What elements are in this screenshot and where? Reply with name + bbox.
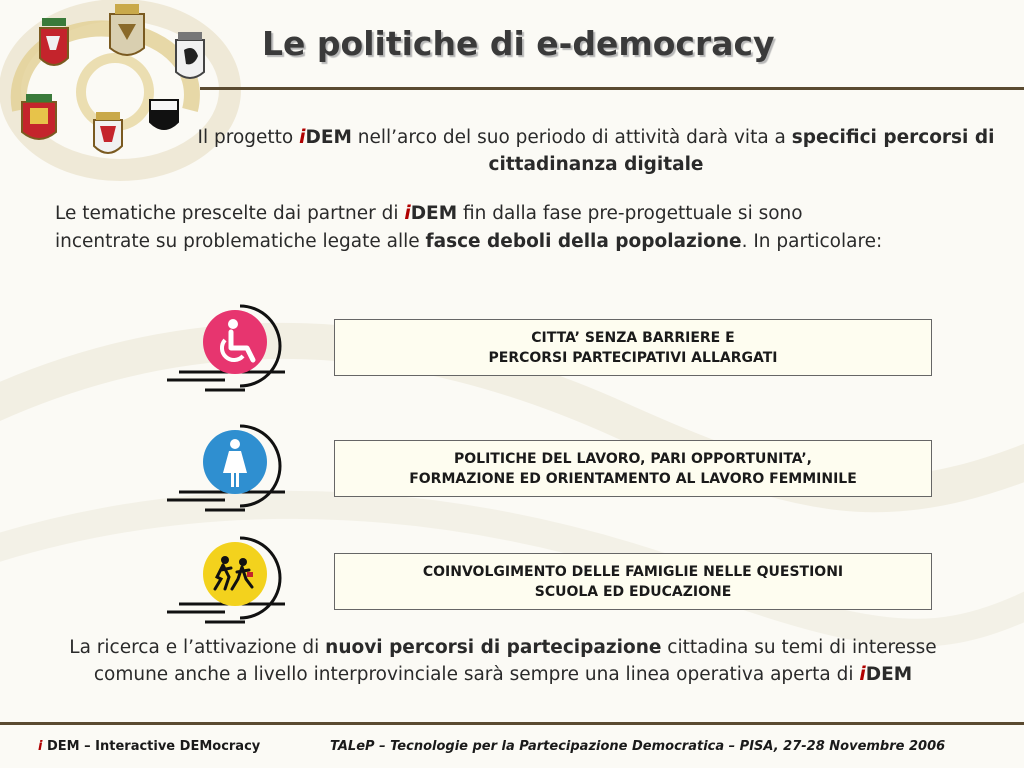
coat-of-arms-5 xyxy=(94,112,122,153)
coat-of-arms-4 xyxy=(22,94,56,139)
coat-of-arms-3 xyxy=(176,32,204,78)
conclusion-text: La ricerca e l’attivazione di nuovi percorsi di partecipazione cittadina su temi di interesse comune anche a livello interprovinciale sarà sempre una linea operativa aperta di iDEM xyxy=(69,637,937,685)
theme-box-barriere: CITTA’ SENZA BARRIERE E PERCORSI PARTECIPATIVI ALLARGATI xyxy=(334,319,932,376)
theme-box-scuola: COINVOLGIMENTO DELLE FAMIGLIE NELLE QUESTIONI SCUOLA ED EDUCAZIONE xyxy=(334,553,932,610)
school-children-icon xyxy=(165,532,295,632)
title-divider xyxy=(200,87,1024,90)
intro-text: Il progetto iDEM nell’arco del suo periodo di attività darà vita a specifici percorsi di cittadinanza digitale xyxy=(197,127,995,175)
page-title: Le politiche di e-democracy xyxy=(262,24,775,63)
footer-project-name: i DEM – Interactive DEMocracy xyxy=(38,739,261,754)
coat-of-arms-1 xyxy=(40,18,68,65)
coat-of-arms-2 xyxy=(110,4,144,55)
wheelchair-icon xyxy=(165,300,295,400)
footer-event-info: TALeP – Tecnologie per la Partecipazione Democratica – PISA, 27-28 Novembre 2006 xyxy=(330,739,946,754)
footer-divider xyxy=(0,722,1024,725)
themes-intro-paragraph: Le tematiche prescelte dai partner di iDEM fin dalla fase pre-progettuale si sono incentrate su problematiche legate alle fasce deboli della popolazione. In particolare: xyxy=(55,203,883,252)
woman-icon xyxy=(165,420,295,520)
theme-box-lavoro: POLITICHE DEL LAVORO, PARI OPPORTUNITA’, FORMAZIONE ED ORIENTAMENTO AL LAVORO FEMMINILE xyxy=(334,440,932,497)
